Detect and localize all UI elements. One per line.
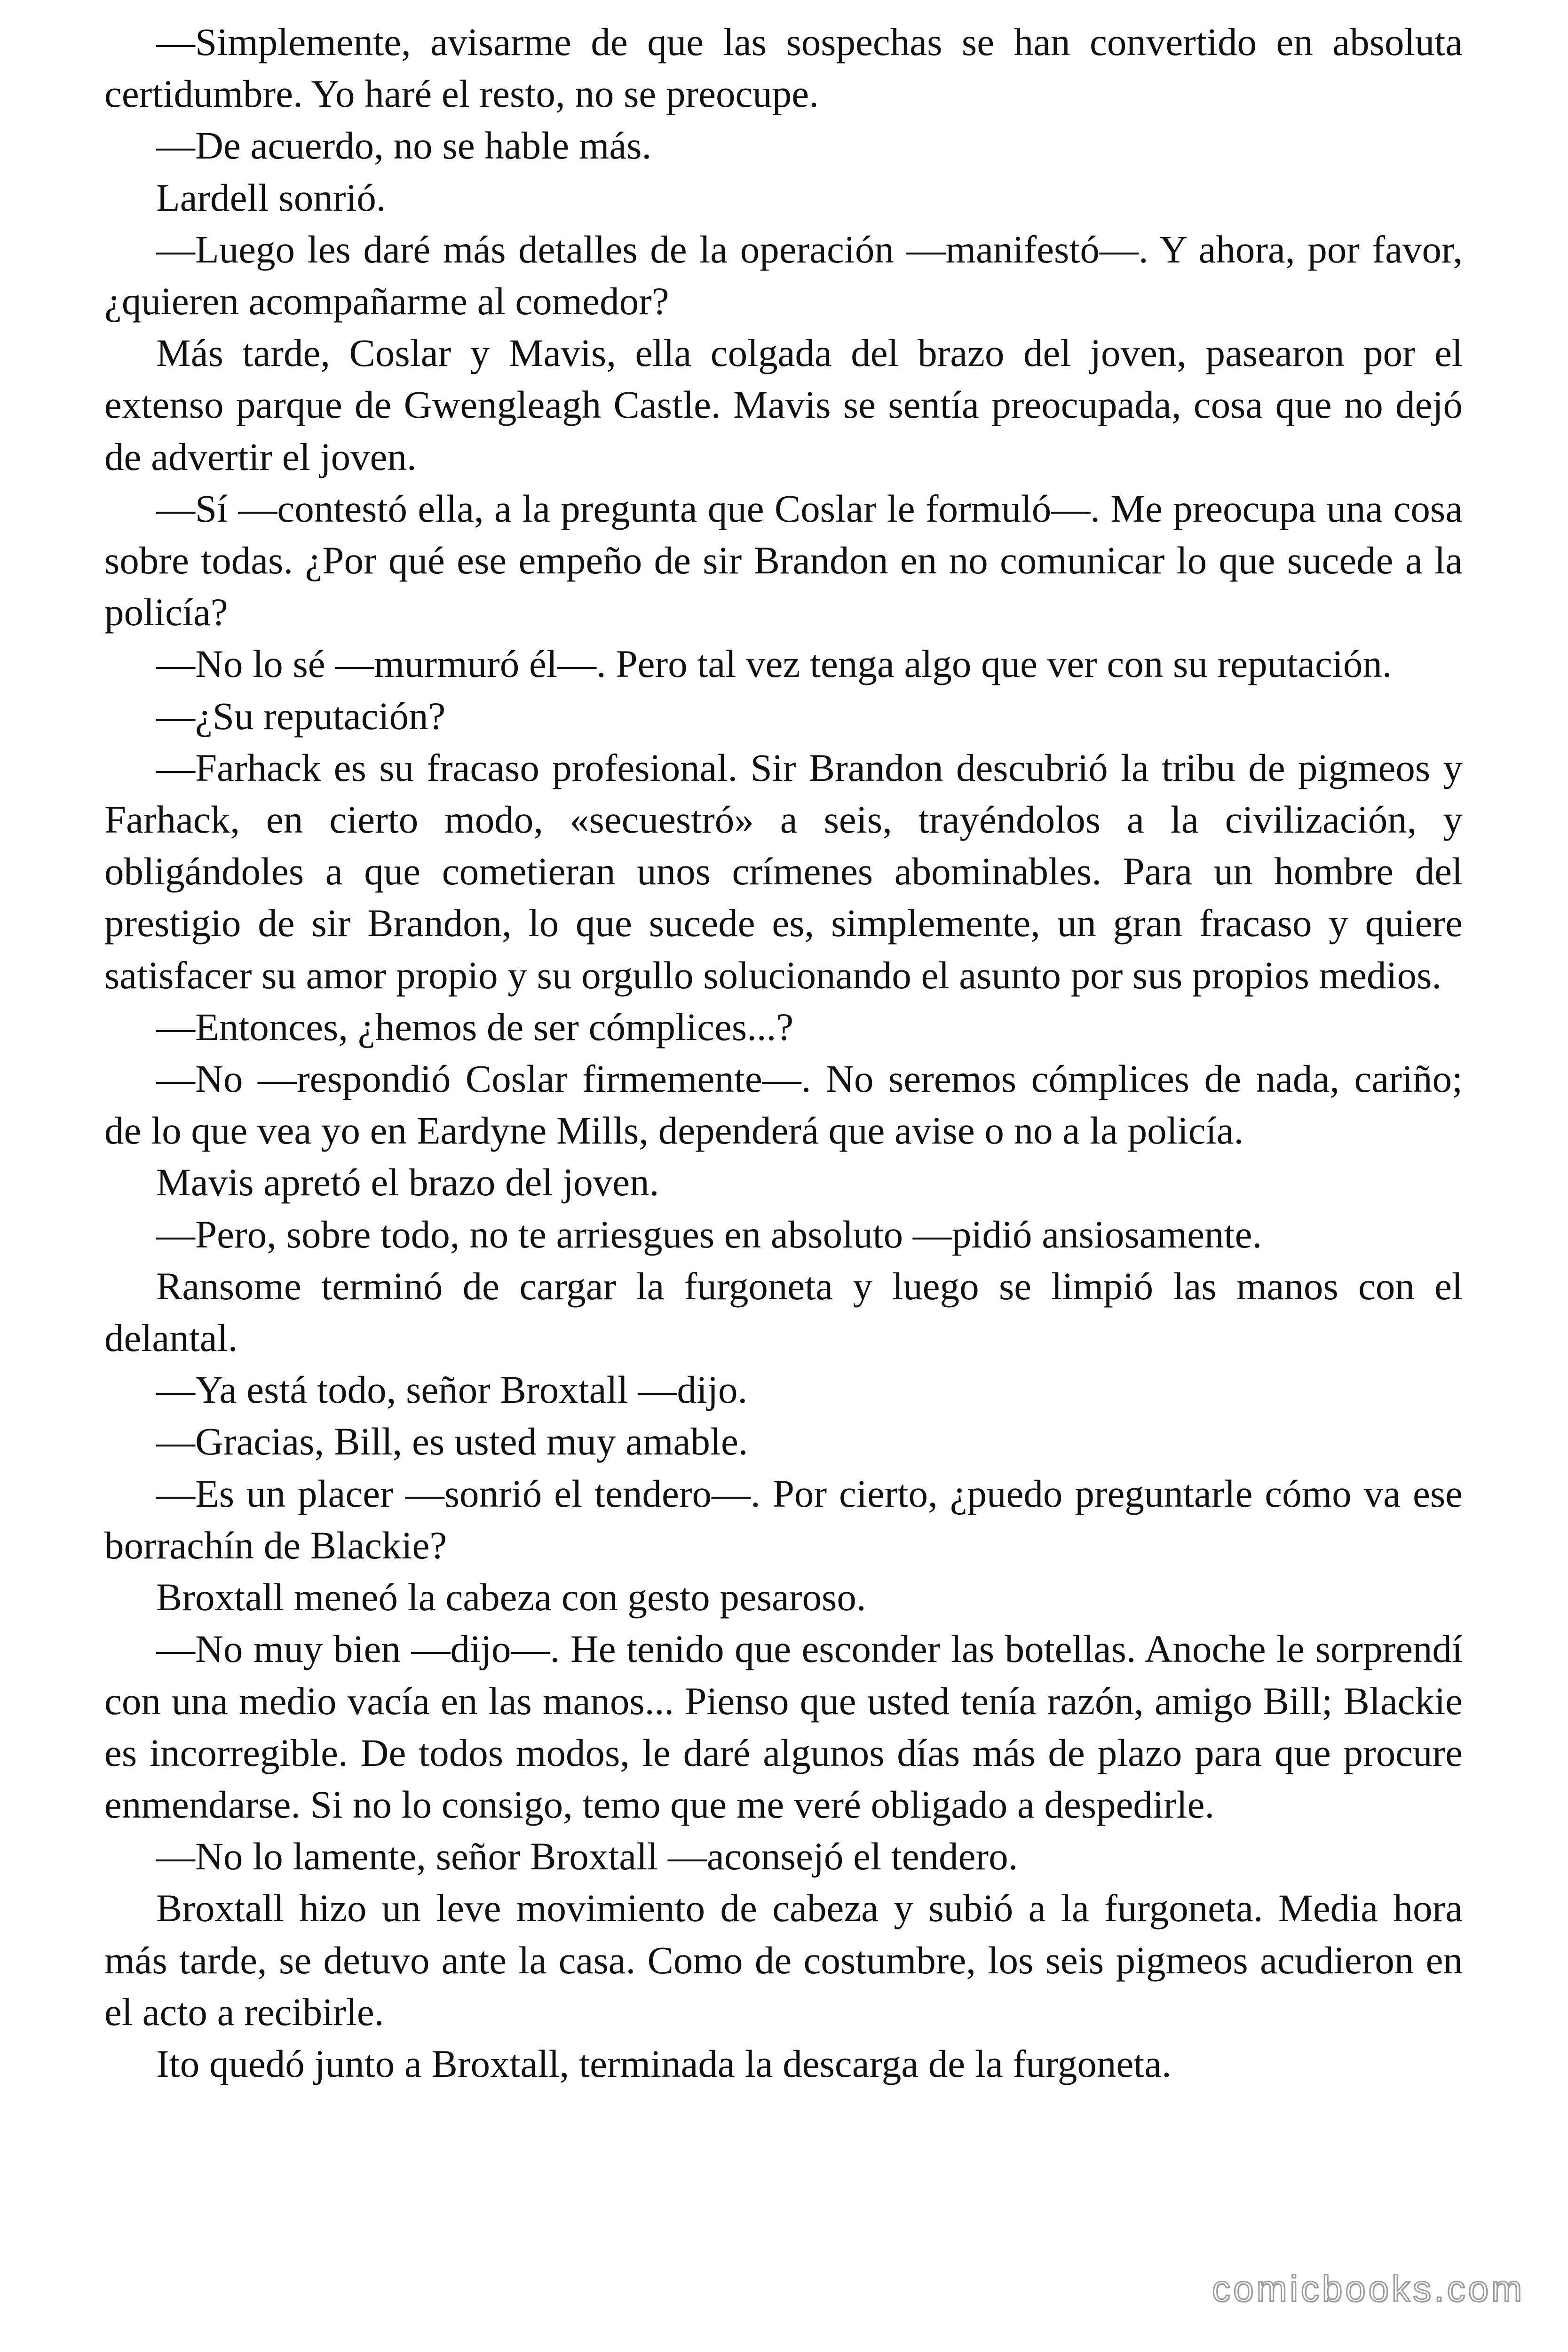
paragraph: Más tarde, Coslar y Mavis, ella colgada del brazo del joven, pasearon por el extenso parque de Gwengleagh Castle. Mavis se sentía preocupada, cosa que no dejó de advertir el joven. [104,331,1463,478]
body-text [104,16,1463,2090]
paragraph: Broxtall meneó la cabeza con gesto pesaroso. [156,1575,866,1619]
watermark: comicbooks.com [1212,2268,1525,2309]
paragraph: —No lo sé —murmuró él—. Pero tal vez tenga algo que ver con su reputación. [156,642,1392,686]
paragraph: Mavis apretó el brazo del joven. [156,1160,659,1204]
paragraph: —Es un placer —sonrió el tendero—. Por cierto, ¿puedo preguntarle cómo va ese borrachín de Blackie? [104,1471,1463,1567]
paragraph: —Luego les daré más detalles de la operación —manifestó—. Y ahora, por favor, ¿quieren acompañarme al comedor? [104,227,1463,323]
paragraph: —No lo lamente, señor Broxtall —aconsejó el tendero. [156,1835,1018,1878]
paragraph: —De acuerdo, no se hable más. [156,124,652,167]
paragraph: Ransome terminó de cargar la furgoneta y luego se limpió las manos con el delantal. [104,1264,1463,1360]
paragraph: —Pero, sobre todo, no te arriesgues en absoluto —pidió ansiosamente. [156,1212,1262,1256]
paragraph: —No muy bien —dijo—. He tenido que esconder las botellas. Anoche le sorprendí con una medio vacía en las manos... Pienso que usted tenía razón, amigo Bill; Blackie es incorregible. De todos modos, le daré algunos días más de plazo para que procure enmendarse. Si no lo consigo, temo que me veré obligado a despedirle. [104,1627,1463,1826]
paragraph: —Ya está todo, señor Broxtall —dijo. [156,1368,748,1412]
paragraph: —Entonces, ¿hemos de ser cómplices...? [156,1005,794,1049]
paragraph: —Simplemente, avisarme de que las sospechas se han convertido en absoluta certidumbre. Yo haré el resto, no se preocupe. [104,20,1463,116]
paragraph: Broxtall hizo un leve movimiento de cabeza y subió a la furgoneta. Media hora más tarde, se detuvo ante la casa. Como de costumbre, los seis pigmeos acudieron en el acto a recibirle. [104,1886,1463,2034]
paragraph: —Farhack es su fracaso profesional. Sir Brandon descubrió la tribu de pigmeos y Farhack, en cierto modo, «secuestró» a seis, trayéndolos a la civilización, y obligándoles a que cometieran unos crímenes abominables. Para un hombre del prestigio de sir Brandon, lo que sucede es, simplemente, un gran fracaso y quiere satisfacer su amor propio y su orgullo solucionando el asunto por sus propios medios. [104,746,1463,997]
paragraph: Ito quedó junto a Broxtall, terminada la descarga de la furgoneta. [156,2042,1172,2085]
paragraph: —No —respondió Coslar firmemente—. No seremos cómplices de nada, cariño; de lo que vea yo en Eardyne Mills, dependerá que avise o no a la policía. [104,1057,1463,1152]
paragraph: —Sí —contestó ella, a la pregunta que Coslar le formuló—. Me preocupa una cosa sobre todas. ¿Por qué ese empeño de sir Brandon en no comunicar lo que sucede a la policía? [104,486,1463,634]
paragraph: —Gracias, Bill, es usted muy amable. [156,1420,748,1463]
paragraph: Lardell sonrió. [156,175,386,219]
paragraph: —¿Su reputación? [156,694,446,738]
